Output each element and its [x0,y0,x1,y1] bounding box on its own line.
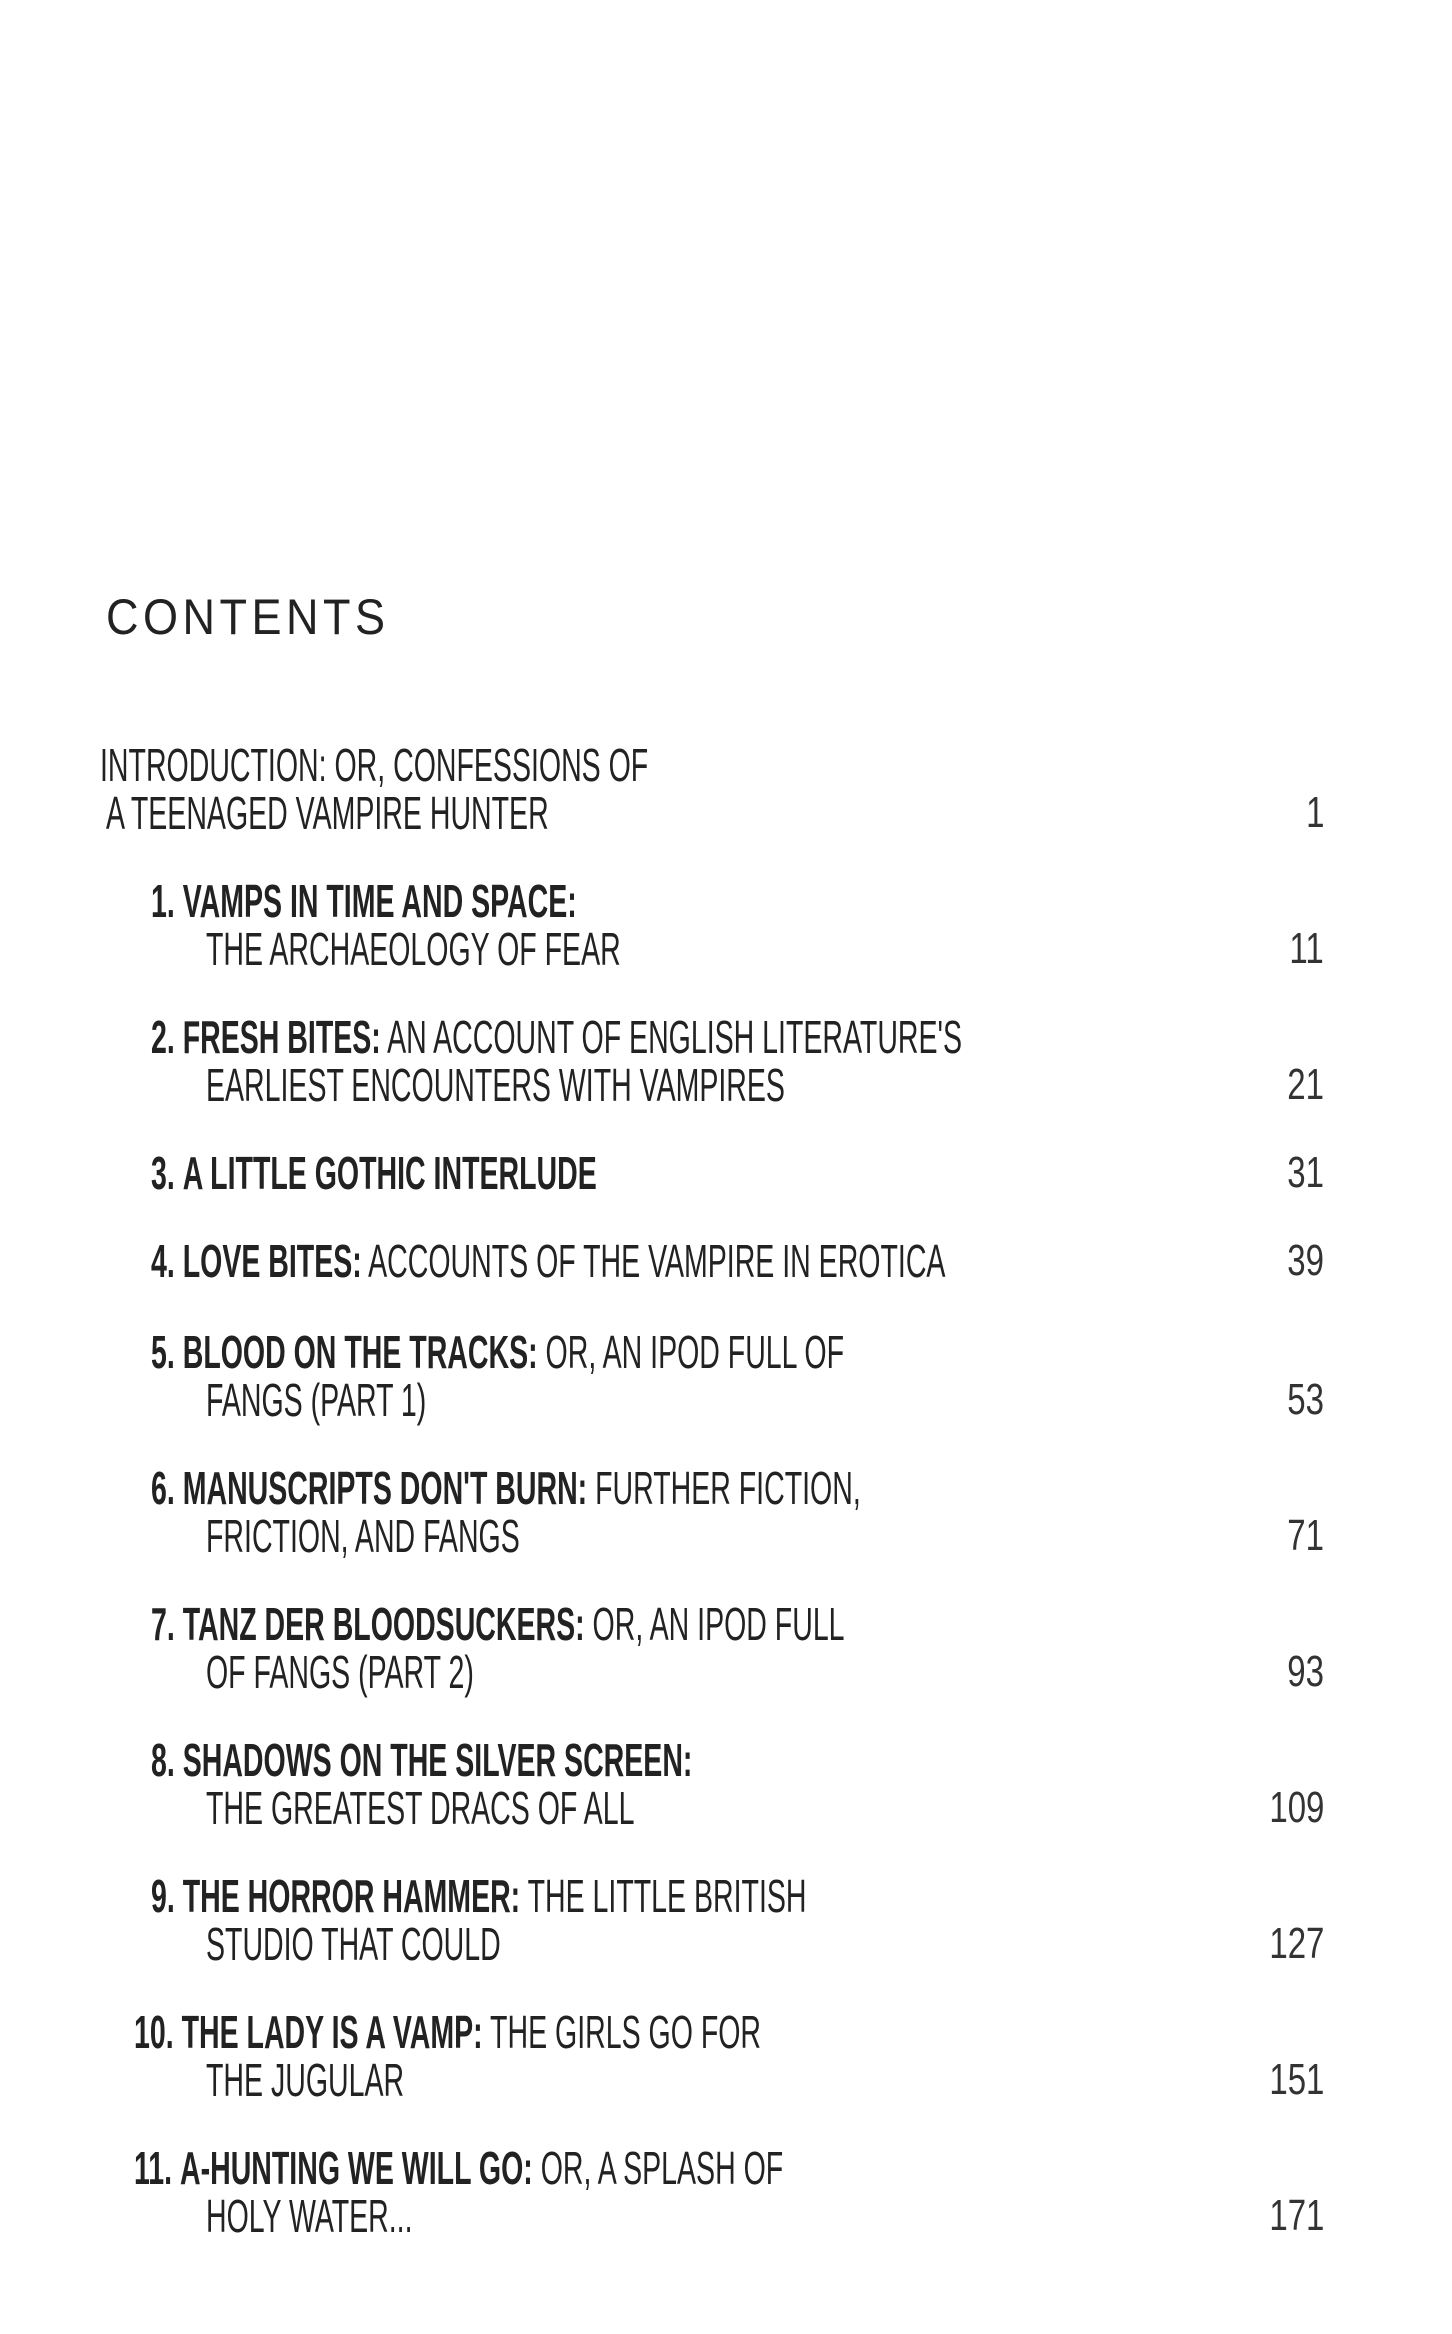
chapter-number: 2. [151,1011,175,1063]
entry-line1 [151,1011,963,1063]
contents-heading: CONTENTS [106,589,390,645]
intro-line2: A TEENAGED VAMPIRE HUNTER [106,787,549,839]
entry-line2: OF FANGS (PART 2) [206,1646,474,1698]
chapter-title: A-HUNTING WE WILL GO: [180,2142,533,2194]
entry-line2: HOLY WATER... [206,2190,413,2242]
chapter-page: 109 [1268,1783,1324,1832]
chapter-number: 3. [151,1147,175,1199]
entry-line2: FRICTION, AND FANGS [206,1510,520,1562]
chapter-title: BLOOD ON THE TRACKS: [182,1326,538,1378]
chapter-subtitle: OR, AN IPOD FULL OF [537,1326,845,1378]
chapter-subtitle: ACCOUNTS OF THE VAMPIRE IN EROTICA [361,1235,946,1287]
chapter-title: A LITTLE GOTHIC INTERLUDE [182,1147,597,1199]
entry-line1 [134,2142,784,2194]
chapter-subtitle: FURTHER FICTION, [587,1462,861,1514]
entry-line1 [151,875,577,927]
chapter-page: 151 [1268,2055,1324,2104]
chapter-number: 4. [151,1235,175,1287]
chapter-number: 5. [151,1326,175,1378]
chapter-page: 127 [1268,1919,1324,1968]
chapter-number: 8. [151,1734,175,1786]
chapter-subtitle: OR, A SPLASH OF [532,2142,784,2194]
entry-line1 [151,1734,693,1786]
chapter-page: 53 [1287,1375,1324,1424]
chapter-title: SHADOWS ON THE SILVER SCREEN: [182,1734,693,1786]
chapter-subtitle: OR, AN IPOD FULL [584,1598,845,1650]
entry-line2: THE JUGULAR [206,2054,405,2106]
chapter-page: 171 [1268,2191,1324,2240]
chapter-number: 11. [134,2142,173,2194]
entry-line1 [134,2006,762,2058]
chapter-number: 10. [134,2006,174,2058]
entry-line1 [151,1326,845,1378]
chapter-page: 21 [1287,1060,1324,1109]
chapter-subtitle: AN ACCOUNT OF ENGLISH LITERATURE'S [380,1011,963,1063]
chapter-page: 39 [1287,1236,1324,1285]
chapter-title: LOVE BITES: [182,1235,362,1287]
chapter-title: VAMPS IN TIME AND SPACE: [182,875,577,927]
chapter-page: 93 [1287,1647,1324,1696]
chapter-title: TANZ DER BLOODSUCKERS: [182,1598,585,1650]
entry-line1 [151,1147,597,1199]
intro-page: 1 [1305,788,1324,837]
entry-line2: THE ARCHAEOLOGY OF FEAR [206,923,621,975]
chapter-number: 1. [151,875,175,927]
entry-line2: THE GREATEST DRACS OF ALL [206,1782,635,1834]
entry-line2: EARLIEST ENCOUNTERS WITH VAMPIRES [206,1059,785,1111]
entry-line1 [151,1235,946,1287]
chapter-number: 9. [151,1870,175,1922]
chapter-title: THE HORROR HAMMER: [182,1870,521,1922]
entry-line1 [151,1870,807,1922]
chapter-subtitle: THE GIRLS GO FOR [482,2006,762,2058]
entry-line2: STUDIO THAT COULD [206,1918,501,1970]
chapter-page: 11 [1289,924,1324,973]
chapter-title: THE LADY IS A VAMP: [181,2006,483,2058]
chapter-title: MANUSCRIPTS DON'T BURN: [182,1462,588,1514]
chapter-title: FRESH BITES: [182,1011,381,1063]
intro-line1: INTRODUCTION: OR, CONFESSIONS OF [100,739,649,791]
chapter-number: 7. [151,1598,175,1650]
entry-line2: FANGS (PART 1) [206,1374,427,1426]
chapter-page: 31 [1287,1148,1324,1197]
entry-line1 [151,1462,861,1514]
chapter-page: 71 [1287,1511,1324,1560]
chapter-number: 6. [151,1462,175,1514]
entry-line1 [151,1598,845,1650]
chapter-subtitle: THE LITTLE BRITISH [520,1870,807,1922]
